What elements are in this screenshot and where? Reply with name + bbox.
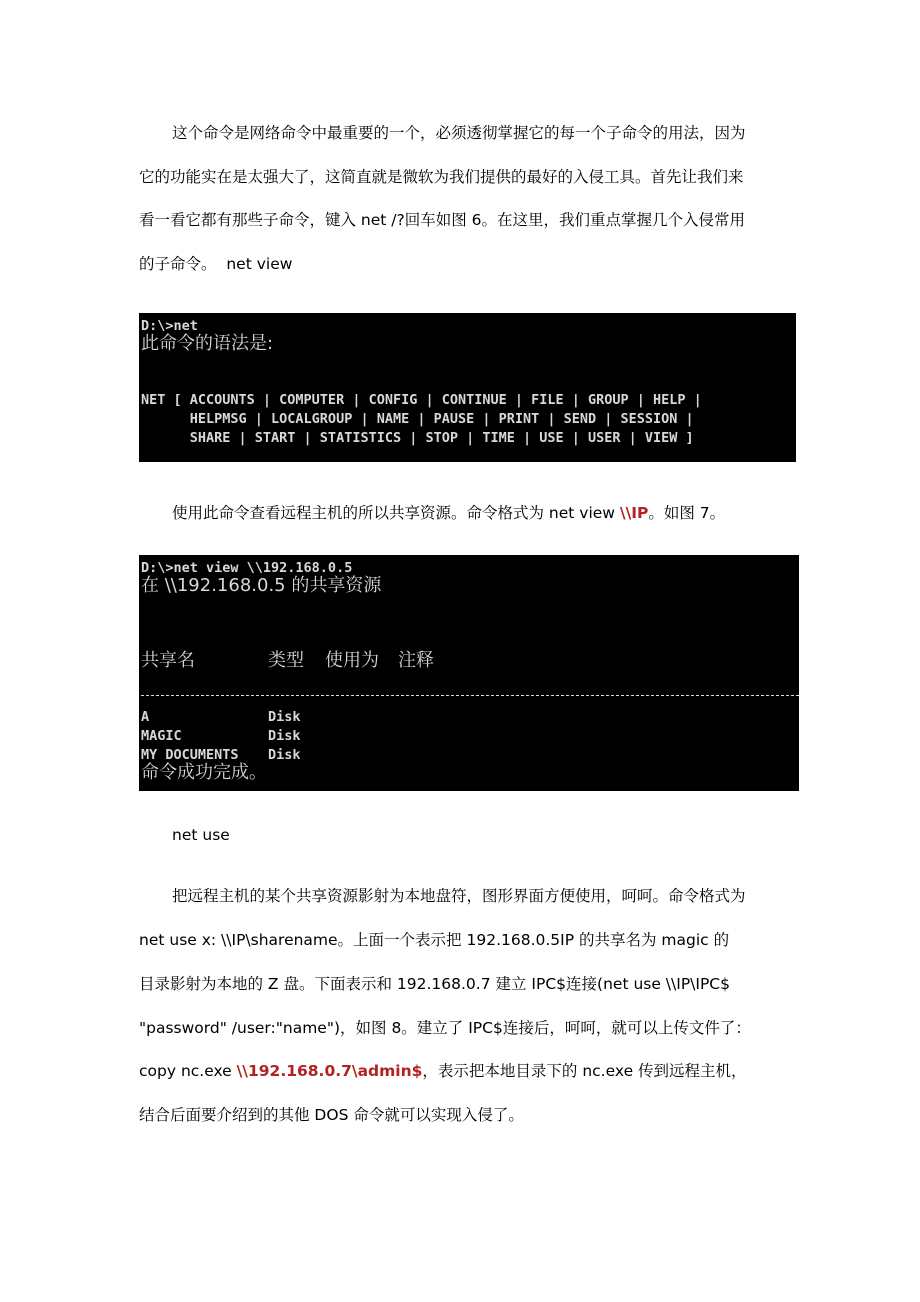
- copy-tail: ，表示把本地目录下的 nc.exe 传到远程主机，: [422, 1062, 747, 1080]
- use-line-2: net use x: \\IP\sharename。上面一个表示把 192.168.0.5IP 的共享名为 magic 的: [139, 931, 730, 949]
- console-done: 命令成功完成。: [141, 762, 267, 783]
- use-line-4: "password" /user:"name")，如图 8。建立了 IPC$连接后，呵呵，就可以上传文件了：: [139, 1019, 751, 1037]
- console-syntax-line: HELPMSG | LOCALGROUP | NAME | PAUSE | PRINT | SEND | SESSION |: [141, 411, 694, 427]
- console-header-type: 类型: [268, 650, 304, 671]
- view-desc-highlight: \\IP: [619, 504, 649, 522]
- console-net-syntax: [139, 313, 796, 462]
- console-header-name: 共享名: [141, 650, 195, 671]
- console-header-used-as: 使用为: [325, 650, 379, 671]
- console-header-comment: 注释: [398, 650, 434, 671]
- console-net-view: [139, 555, 799, 791]
- console-row-name: A: [141, 709, 150, 725]
- use-last-line: 结合后面要介绍到的其他 DOS 命令就可以实现入侵了。: [139, 1106, 524, 1124]
- console-syntax-label: 此命令的语法是:: [141, 333, 274, 354]
- console-row-type: Disk: [268, 747, 301, 763]
- console-prompt: D:\>net view \\192.168.0.5: [141, 560, 353, 576]
- copy-highlight: \\192.168.0.7\admin$: [236, 1062, 423, 1080]
- intro-line-3: 看一看它都有那些子命令，键入 net /?回车如图 6。在这里，我们重点掌握几个入侵常用: [139, 211, 746, 229]
- console-prompt: D:\>net: [141, 318, 198, 334]
- console-row-type: Disk: [268, 728, 301, 744]
- console-share-title: 在 \\192.168.0.5 的共享资源: [141, 575, 382, 596]
- intro-line-4: 的子命令。 net view: [139, 255, 293, 273]
- use-copy-line: [139, 1061, 789, 1081]
- intro-line-2: 它的功能实在是太强大了，这简直就是微软为我们提供的最好的入侵工具。首先让我们来: [139, 168, 744, 186]
- console-separator: [141, 695, 799, 696]
- console-row-name: MY DOCUMENTS: [141, 747, 239, 763]
- console-row-name: MAGIC: [141, 728, 182, 744]
- view-desc-tail: 。如图 7。: [648, 504, 726, 522]
- use-line-1: 把远程主机的某个共享资源影射为本地盘符，图形界面方便使用，呵呵。命令格式为: [172, 887, 746, 905]
- view-description: [172, 503, 792, 523]
- view-desc-text: 使用此命令查看远程主机的所以共享资源。命令格式为 net view: [172, 504, 620, 522]
- console-row-type: Disk: [268, 709, 301, 725]
- use-line-3: 目录影射为本地的 Z 盘。下面表示和 192.168.0.7 建立 IPC$连接(net use \\IP\IPC$: [139, 975, 730, 993]
- console-syntax-line: SHARE | START | STATISTICS | STOP | TIME | USE | USER | VIEW ]: [141, 430, 694, 446]
- intro-line-1: 这个命令是网络命令中最重要的一个，必须透彻掌握它的每一个子命令的用法，因为: [172, 124, 746, 142]
- console-syntax-line: NET [ ACCOUNTS | COMPUTER | CONFIG | CONTINUE | FILE | GROUP | HELP |: [141, 392, 702, 408]
- copy-text: copy nc.exe: [139, 1062, 237, 1080]
- net-use-heading: net use: [172, 826, 230, 844]
